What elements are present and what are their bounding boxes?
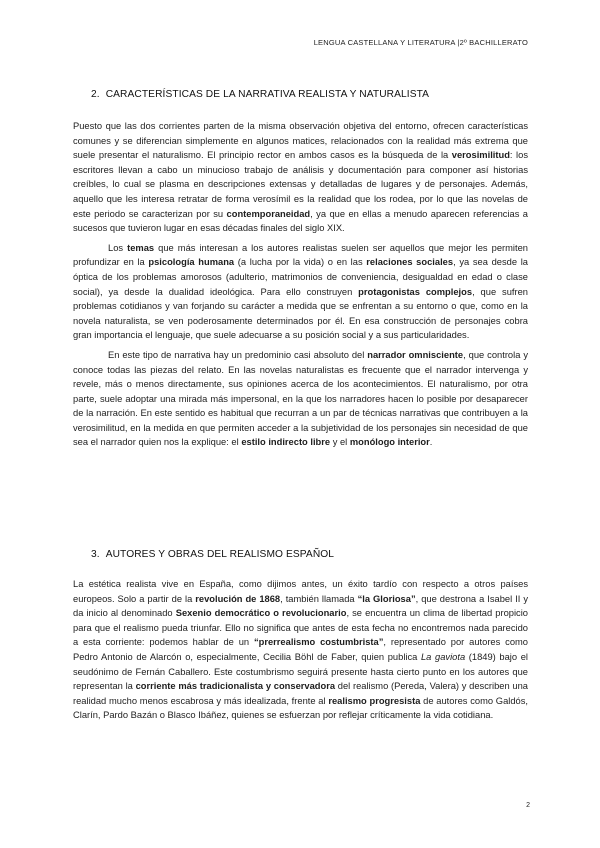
section-3-paragraph-1: La estética realista vive en España, como dijimos antes, un éxito tardío con respecto a otros países europeos. Solo a partir de la revolución de 1868, también llamada “la Gloriosa”, que destrona a Isabel II y da inicio al denominado Sexenio democrático o revolucionario, se encuentra un clima de libertad propicio para que el realismo pueda triunfar. Ello no significa que antes de esta fecha no encontremos nada parecido a esta corriente: podemos hablar de un “prerrealismo costumbrista”, representado por autores como Pedro Antonio de Alarcón o, especialmente, Cecilia Böhl de Faber, quien publica La gaviota (1849) bajo el seudónimo de Fernán Caballero. Este costumbrismo seguirá presente hasta cierto punto en los autores que representan la corriente más tradicionalista y conservadora del realismo (Pereda, Valera) y describen una realidad mucho menos escabrosa y más idealizada, frente al realismo progresista de autores como Galdós, Clarín, Pardo Bazán o Blasco Ibáñez, quienes se esfuerzan por reflejar críticamente la vida cotidiana. (73, 579, 528, 721)
section-3-heading: 3. AUTORES Y OBRAS DEL REALISMO ESPAÑOL (91, 549, 335, 560)
section-2-paragraph-1: Puesto que las dos corrientes parten de la misma observación objetiva del entorno, ofrecen características comunes y se diferencian simplemente en algunos matices, relacionados con la realidad más extrema que suele presentar el naturalismo. El principio rector en ambos casos es la búsqueda de la verosimilitud: los escritores llevan a cabo un minucioso trabajo de análisis y documentación para componer así historias creíbles, lo cual se plasma en descripciones extensas y detalladas de lugares y de personajes. Además, aquello que les interesa retratar de forma verosímil es la realidad que los rodea, por lo que las novelas de este periodo se caracterizan por su contemporaneidad, ya que en ellas a menudo aparecen referencias a sucesos que tuvieron lugar en esas décadas finales del siglo XIX. (73, 121, 529, 234)
page-header: LENGUA CASTELLANA Y LITERATURA |2º BACHILLERATO (313, 38, 528, 47)
section-2-heading: 2. CARACTERÍSTICAS DE LA NARRATIVA REALISTA Y NATURALISTA (91, 89, 430, 100)
section-2 (73, 89, 528, 450)
section-3 (73, 549, 528, 723)
section-2-paragraph-3: En este tipo de narrativa hay un predominio casi absoluto del narrador omnisciente, que controla y conoce todas las piezas del relato. En las novelas naturalistas es frecuente que el narrador intervenga y revele, más o menos directamente, sus opiniones acerca de los acontecimientos. El naturalismo, por otra parte, suele adoptar una mirada más impersonal, en la que los narradores hacen lo posible por desaparecer de la narración. En este sentido es habitual que recurran a un par de técnicas narrativas que contribuyen a la verosimilitud, en la medida en que permiten acceder a la subjetividad de los personajes sin necesidad de que sea el narrador quien nos la explique: el estilo indirecto libre y el monólogo interior. (73, 349, 528, 448)
page-number: 2 (526, 802, 530, 809)
section-2-paragraph-2: Los temas que más interesan a los autores realistas suelen ser aquellos que mejor les permiten profundizar en la psicología humana (a lucha por la vida) o en las relaciones sociales, ya sea desde la óptica de los problemas amorosos (adulterio, matrimonios de conveniencia, desigualdad en edad o clase social), ya desde la dualidad ideológica. Para ello construyen protagonistas complejos, que sufren problemas cotidianos y van forjando su carácter a medida que se enfrentan a su entorno o que, como en la novela naturalista, se ven poderosamente determinados por él. En esa construcción de personajes cobra gran importancia el lenguaje, que suele adecuarse a su posición social y a sus particularidades. (73, 242, 528, 341)
